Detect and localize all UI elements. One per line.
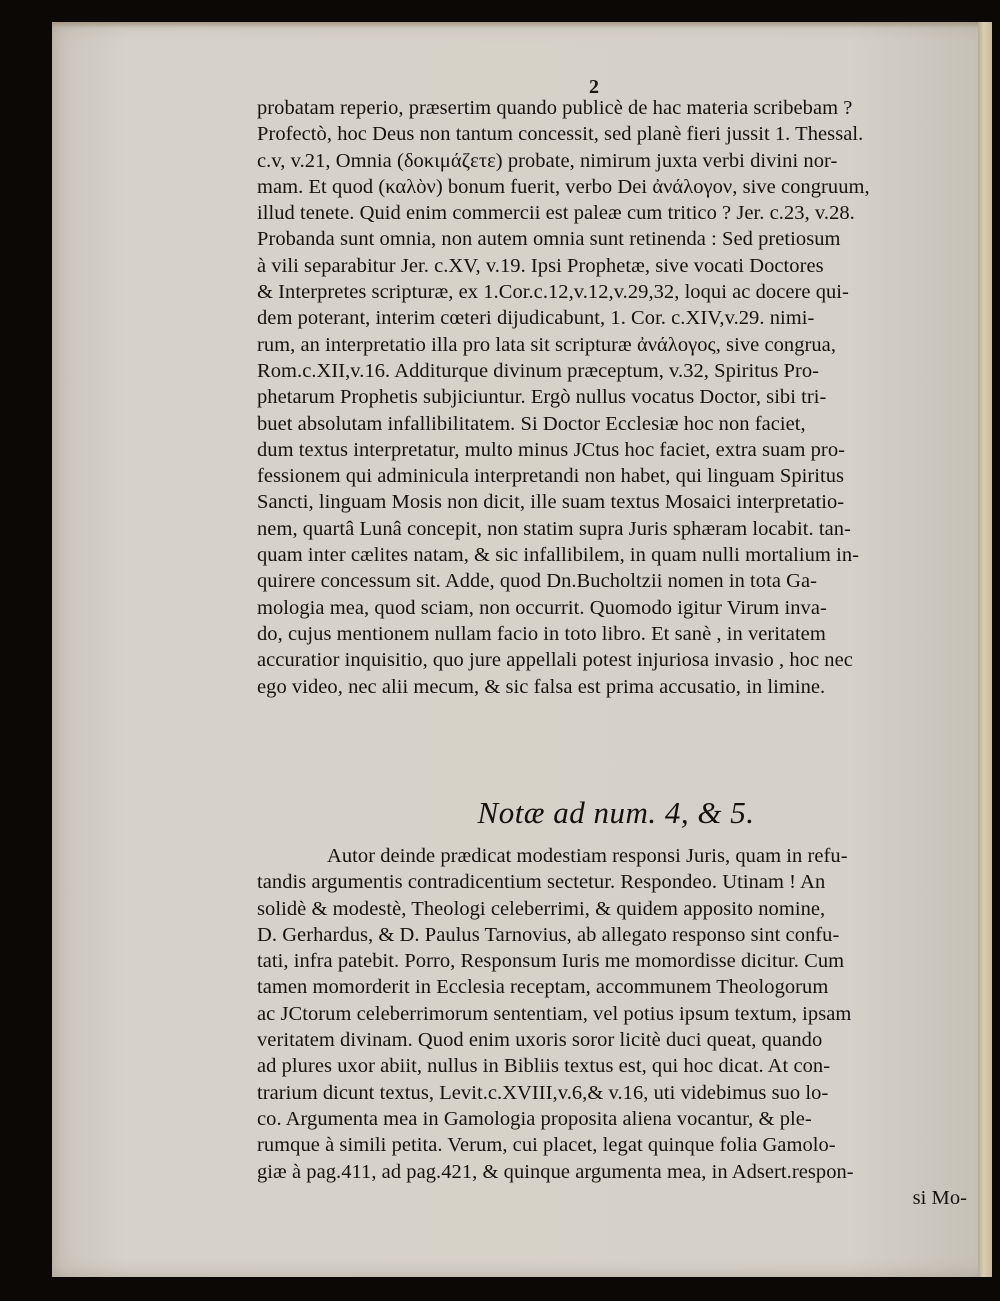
text-line: quirere concessum sit. Adde, quod Dn.Bucholtzii nomen in tota Ga- (257, 570, 818, 593)
text-line: tandis argumentis contradicentium sectetur. Respondeo. Utinam ! An (257, 871, 826, 894)
text-line: nem, quartâ Lunâ concepit, non statim supra Juris sphæram locabit. tan- (257, 517, 851, 540)
text-line: solidè & modestè, Theologi celeberrimi, & quidem apposito nomine, (257, 897, 826, 920)
text-line: c.v, v.21, Omnia (δοκιμάζετε) probate, nimirum juxta verbi divini nor- (257, 149, 838, 172)
text-line: phetarum Prophetis subjiciuntur. Ergò nullus vocatus Doctor, sibi tri- (257, 386, 827, 409)
text-line: ac JCtorum celeberrimorum sententiam, vel potius ipsum textum, ipsam (257, 1002, 852, 1025)
text-line: quam inter cælites natam, & sic infallibilem, in quam nulli mortalium in- (257, 544, 860, 567)
text-line: à vili separabitur Jer. c.XV, v.19. Ipsi Prophetæ, sive vocati Doctores (257, 254, 824, 277)
book-page (52, 22, 992, 1277)
text-line: mam. Et quod (καλὸν) bonum fuerit, verbo Dei ἀνάλογον, sive congruum, (257, 175, 870, 198)
text-line: Probanda sunt omnia, non autem omnia sunt retinenda : Sed pretiosum (257, 228, 841, 251)
text-line: Sancti, linguam Mosis non dicit, ille suam textus Mosaici interpretatio- (257, 491, 845, 514)
text-line: tati, infra patebit. Porro, Responsum Iuris me momordisse dicitur. Cum (257, 950, 845, 973)
text-line: mologia mea, quod sciam, non occurrit. Quomodo igitur Virum inva- (257, 596, 827, 619)
text-line: rumque à simili petita. Verum, cui placet, legat quinque folia Gamolo- (257, 1134, 836, 1157)
text-line: fessionem qui adminicula interpretandi non habet, qui linguam Spiritus (257, 465, 845, 488)
text-line: co. Argumenta mea in Gamologia proposita aliena vocantur, & ple- (257, 1107, 812, 1130)
text-line: do, cujus mentionem nullam facio in toto libro. Et sanè , in veritatem (257, 622, 826, 645)
catchword: si Mo- (912, 1186, 967, 1209)
text-line: giæ à pag.411, ad pag.421, & quinque argumenta mea, in Adsert.respon- (257, 1160, 854, 1183)
text-line: Rom.c.XII,v.16. Additurque divinum præceptum, v.32, Spiritus Pro- (257, 359, 820, 382)
text-line: & Interpretes scripturæ, ex 1.Cor.c.12,v.12,v.29,32, loqui ac docere qui- (257, 281, 849, 304)
text-line: dem poterant, interim cœteri dijudicabunt, 1. Cor. c.XIV,v.29. nimi- (257, 307, 815, 330)
text-line: probatam reperio, præsertim quando publicè de hac materia scribebam ? (257, 97, 853, 119)
page-right-edge (978, 22, 992, 1277)
text-line: Autor deinde prædicat modestiam responsi Juris, quam in refu- (327, 845, 848, 867)
text-line: D. Gerhardus, & D. Paulus Tarnovius, ab allegato responso sint confu- (257, 923, 840, 946)
text-line: trarium dicunt textus, Levit.c.XVIII,v.6,& v.16, uti videbimus suo lo- (257, 1081, 829, 1104)
page-top-edge (52, 22, 992, 28)
text-line: buet absolutam infallibilitatem. Si Doctor Ecclesiæ hoc non faciet, (257, 412, 806, 435)
text-line: ad plures uxor abiit, nullus in Bibliis textus est, qui hoc dicat. At con- (257, 1055, 831, 1078)
text-line: tamen momorderit in Ecclesia receptam, accommunem Theologorum (257, 976, 829, 999)
text-line: ego video, nec alii mecum, & sic falsa est prima accusatio, in limine. (257, 675, 826, 698)
text-line: Profectò, hoc Deus non tantum concessit, sed planè fieri jussit 1. Thessal. (257, 123, 864, 146)
paragraph-1 (257, 95, 975, 700)
text-line: accuratior inquisitio, quo jure appellali potest injuriosa invasio , hoc nec (257, 649, 853, 672)
text-line: illud tenete. Quid enim commercii est paleæ cum tritico ? Jer. c.23, v.28. (257, 202, 855, 225)
text-line: rum, an interpretatio illa pro lata sit scripturæ ἀνάλογος, sive congrua, (257, 333, 837, 356)
text-line: veritatem divinam. Quod enim uxoris soror licitè duci queat, quando (257, 1029, 823, 1052)
page-number: 2 (589, 76, 599, 98)
page-text (257, 95, 975, 1209)
paragraph-2 (257, 843, 975, 1211)
text-line: dum textus interpretatur, multo minus JCtus hoc faciet, extra suam pro- (257, 438, 845, 461)
section-heading: Notæ ad num. 4, & 5. (477, 795, 755, 830)
